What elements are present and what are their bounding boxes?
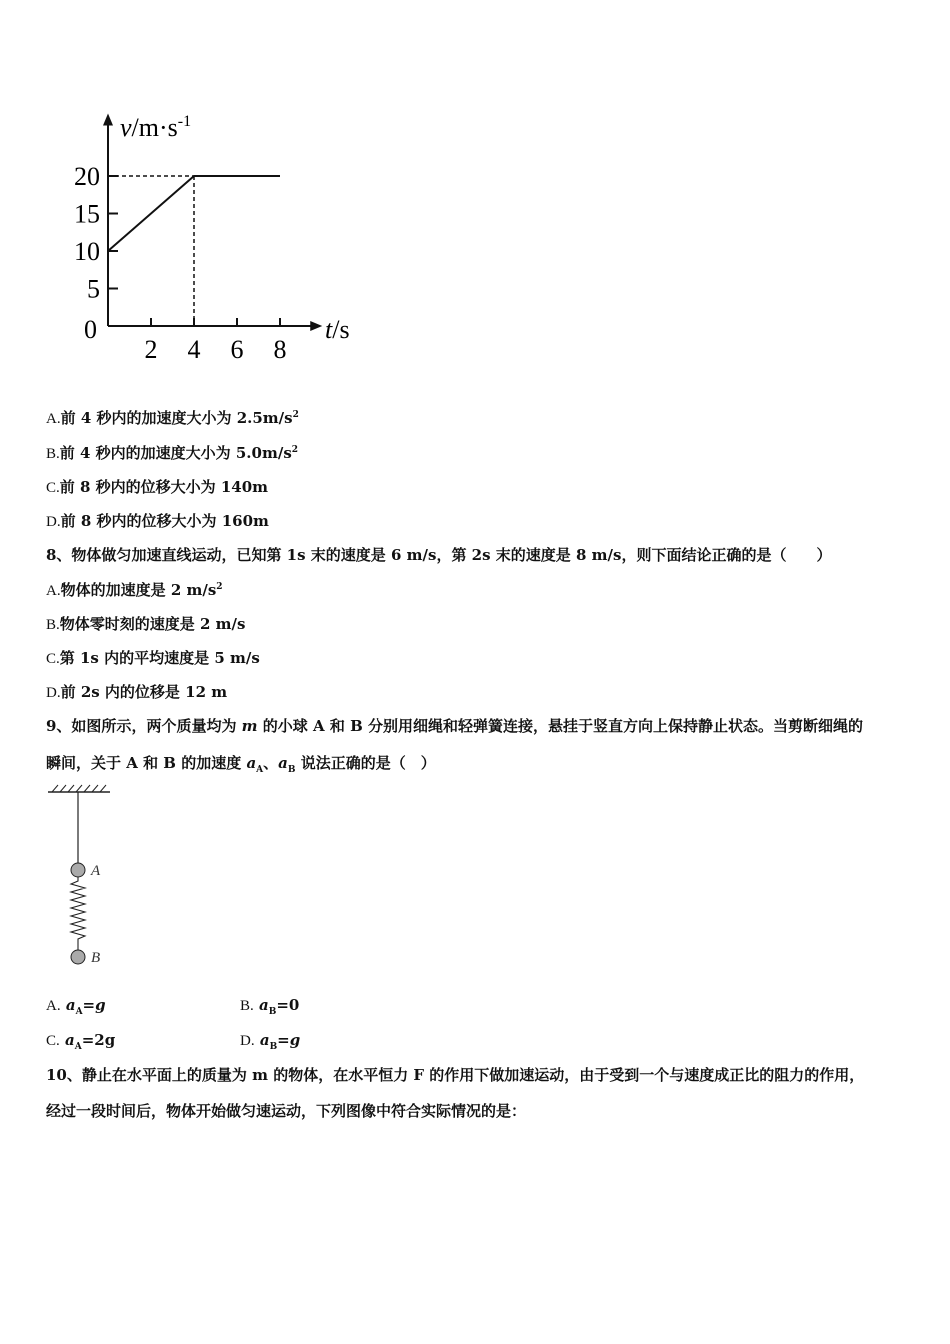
origin-label: 0 — [84, 315, 97, 344]
q9-stem-line2: 瞬间，关于 A 和 B 的加速度 $a_A$、$a_B$ 说法正确的是（ ） — [46, 754, 436, 775]
x-tick-label: 2 — [144, 335, 158, 364]
x-axis-label: t/s — [325, 315, 350, 344]
q7-option-d[interactable]: D.前 8 秒内的位移大小为 160m — [46, 512, 269, 530]
q7-option-b[interactable]: B.前 4 秒内的加速度大小为 $5.0m/s^2$ — [46, 444, 299, 462]
ball-b — [71, 950, 85, 964]
q7-option-a[interactable]: A.前 4 秒内的加速度大小为 $2.5m/s^2$ — [46, 409, 299, 427]
x-tick-label: 8 — [273, 335, 287, 364]
spring-ball-figure — [44, 784, 134, 974]
y-axis-label: $v/m\cdot s^{-1}$ — [120, 113, 192, 142]
label-b: B — [91, 950, 101, 966]
x-axis-arrow — [310, 321, 322, 331]
q10-stem-line2: 经过一段时间后，物体开始做匀速运动，下列图像中符合实际情况的是： — [46, 1102, 527, 1120]
q9-option-a[interactable]: A. $a_A=g$ — [46, 996, 106, 1017]
label-a: A — [91, 863, 101, 879]
q8-option-c[interactable]: C.第 1s 内的平均速度是 5 m/s — [46, 649, 260, 667]
q8-option-a[interactable]: A.物体的加速度是 2 $m/s^2$ — [46, 581, 223, 599]
q9-stem-line1: 9、如图所示，两个质量均为 m 的小球 A 和 B 分别用细绳和轻弹簧连接，悬挂于竖直方向上保持静止状态。当剪断细绳的 — [46, 717, 863, 735]
ceiling-hatch — [52, 785, 106, 792]
q7-option-c[interactable]: C.前 8 秒内的位移大小为 140m — [46, 478, 269, 496]
q8-option-d[interactable]: D.前 2s 内的位移是 12 m — [46, 683, 228, 701]
ball-a — [71, 863, 85, 877]
x-tick-label: 4 — [187, 335, 201, 364]
spring — [71, 877, 85, 950]
y-tick-label: 5 — [87, 274, 100, 304]
q9-option-d[interactable]: D. $a_B=g$ — [240, 1031, 301, 1052]
graph-ticks — [74, 162, 287, 364]
q8-stem: 8、物体做匀加速直线运动，已知第 1s 末的速度是 6 m/s，第 2s 末的速度是 8 m/s，则下面结论正确的是（ ） — [46, 546, 832, 564]
x-tick-label: 6 — [230, 335, 244, 364]
graph-guides — [108, 176, 194, 326]
y-tick-label: 10 — [74, 237, 100, 266]
y-tick-label: 20 — [74, 162, 100, 191]
graph-axes — [103, 114, 322, 332]
velocity-time-graph — [50, 100, 380, 370]
q10-stem-line1: 10、静止在水平面上的质量为 m 的物体，在水平恒力 F 的作用下做加速运动，由于受到一个与速度成正比的阻力的作用， — [46, 1066, 865, 1084]
q9-option-c[interactable]: C. $a_A=2g$ — [46, 1031, 116, 1052]
y-tick-label: 15 — [74, 199, 100, 229]
y-axis-arrow — [103, 114, 113, 126]
q8-option-b[interactable]: B.物体零时刻的速度是 2 m/s — [46, 615, 246, 633]
q9-option-b[interactable]: B. $a_B=0$ — [240, 996, 300, 1017]
